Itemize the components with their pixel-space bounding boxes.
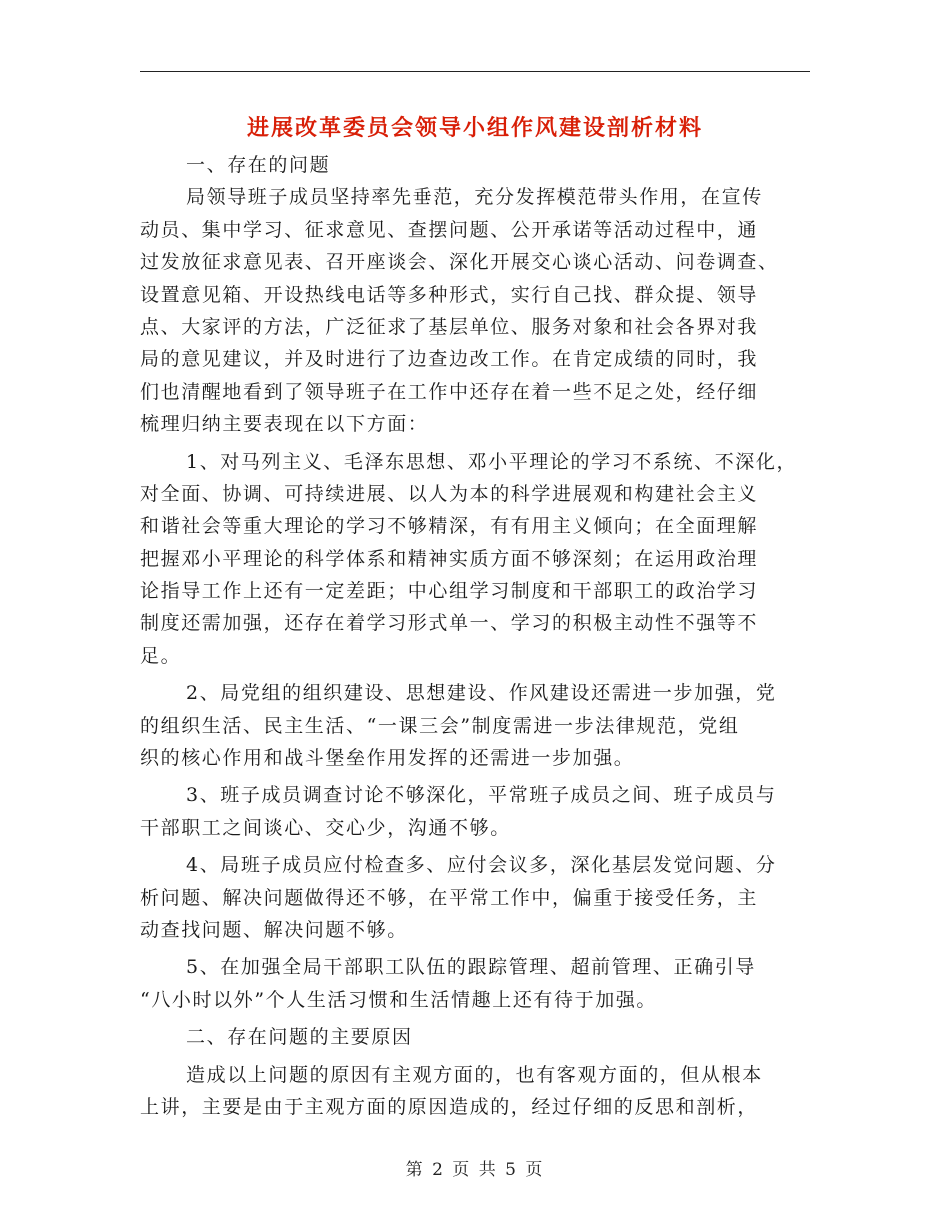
paragraph-line: 的组织生活、民主生活、“一课三会”制度需进一步法律规范，党组 <box>140 714 740 737</box>
paragraph-line: 局领导班子成员坚持率先垂范，充分发挥模范带头作用，在宣传 <box>186 186 763 209</box>
paragraph-line: 动员、集中学习、征求意见、查摆问题、公开承诺等活动过程中，通 <box>140 218 759 241</box>
paragraph-line: 动查找问题、解决问题不够。 <box>140 918 408 941</box>
paragraph-line: 们也清醒地看到了领导班子在工作中还存在着一些不足之处，经仔细 <box>140 380 759 403</box>
paragraph-line: 造成以上问题的原因有主观方面的，也有客观方面的，但从根本 <box>186 1063 763 1086</box>
paragraph-line: 5、在加强全局干部职工队伍的跟踪管理、超前管理、正确引导 <box>186 956 756 979</box>
paragraph-line: “八小时以外”个人生活习惯和生活情趣上还有待于加强。 <box>140 988 658 1011</box>
paragraph-line: 3、班子成员调查讨论不够深化，平常班子成员之间、班子成员与 <box>186 784 777 807</box>
paragraph-line: 1、对马列主义、毛泽东思想、邓小平理论的学习不系统、不深化， <box>186 450 798 473</box>
paragraph-line: 和谐社会等重大理论的学习不够精深，有有用主义倾向；在全面理解 <box>140 515 759 538</box>
paragraph-line: 织的核心作用和战斗堡垒作用发挥的还需进一步加强。 <box>140 747 635 770</box>
paragraph-line: 论指导工作上还有一定差距；中心组学习制度和干部职工的政治学习 <box>140 580 759 603</box>
paragraph-line: 过发放征求意见表、召开座谈会、深化开展交心谈心活动、问卷调查、 <box>140 251 779 274</box>
document-title: 进展改革委员会领导小组作风建设剖析材料 <box>246 115 703 141</box>
paragraph-line: 干部职工之间谈心、交心少，沟通不够。 <box>140 816 511 839</box>
section-heading: 一、存在的问题 <box>186 154 331 176</box>
page-number: 第 2 页 共 5 页 <box>405 1160 545 1180</box>
paragraph-line: 制度还需加强，还存在着学习形式单一、学习的积极主动性不强等不 <box>140 612 759 635</box>
document-body <box>140 149 810 1123</box>
paragraph-line: 对全面、协调、可持续进展、以人为本的科学进展观和构建社会主义 <box>140 482 759 505</box>
paragraph-line: 足。 <box>140 644 182 667</box>
paragraph-line: 梳理归纳主要表现在以下方面： <box>140 413 429 436</box>
section-heading: 二、存在问题的主要原因 <box>186 1026 413 1049</box>
paragraph-line: 2、局党组的组织建设、思想建设、作风建设还需进一步加强，党 <box>186 682 777 705</box>
paragraph-line: 上讲，主要是由于主观方面的原因造成的，经过仔细的反思和剖析， <box>140 1095 759 1118</box>
paragraph-line: 把握邓小平理论的科学体系和精神实质方面不够深刻；在运用政治理 <box>140 547 759 570</box>
paragraph-line: 析问题、解决问题做得还不够，在平常工作中，偏重于接受任务，主 <box>140 886 759 909</box>
paragraph-line: 设置意见箱、开设热线电话等多种形式，实行自己找、群众提、领导 <box>140 283 759 306</box>
paragraph-line: 点、大家评的方法，广泛征求了基层单位、服务对象和社会各界对我 <box>140 315 759 338</box>
header-rule <box>140 71 810 72</box>
paragraph-line: 局的意见建议，并及时进行了边查边改工作。在肯定成绩的同时，我 <box>140 348 759 371</box>
paragraph-line: 4、局班子成员应付检查多、应付会议多，深化基层发觉问题、分 <box>186 854 777 877</box>
